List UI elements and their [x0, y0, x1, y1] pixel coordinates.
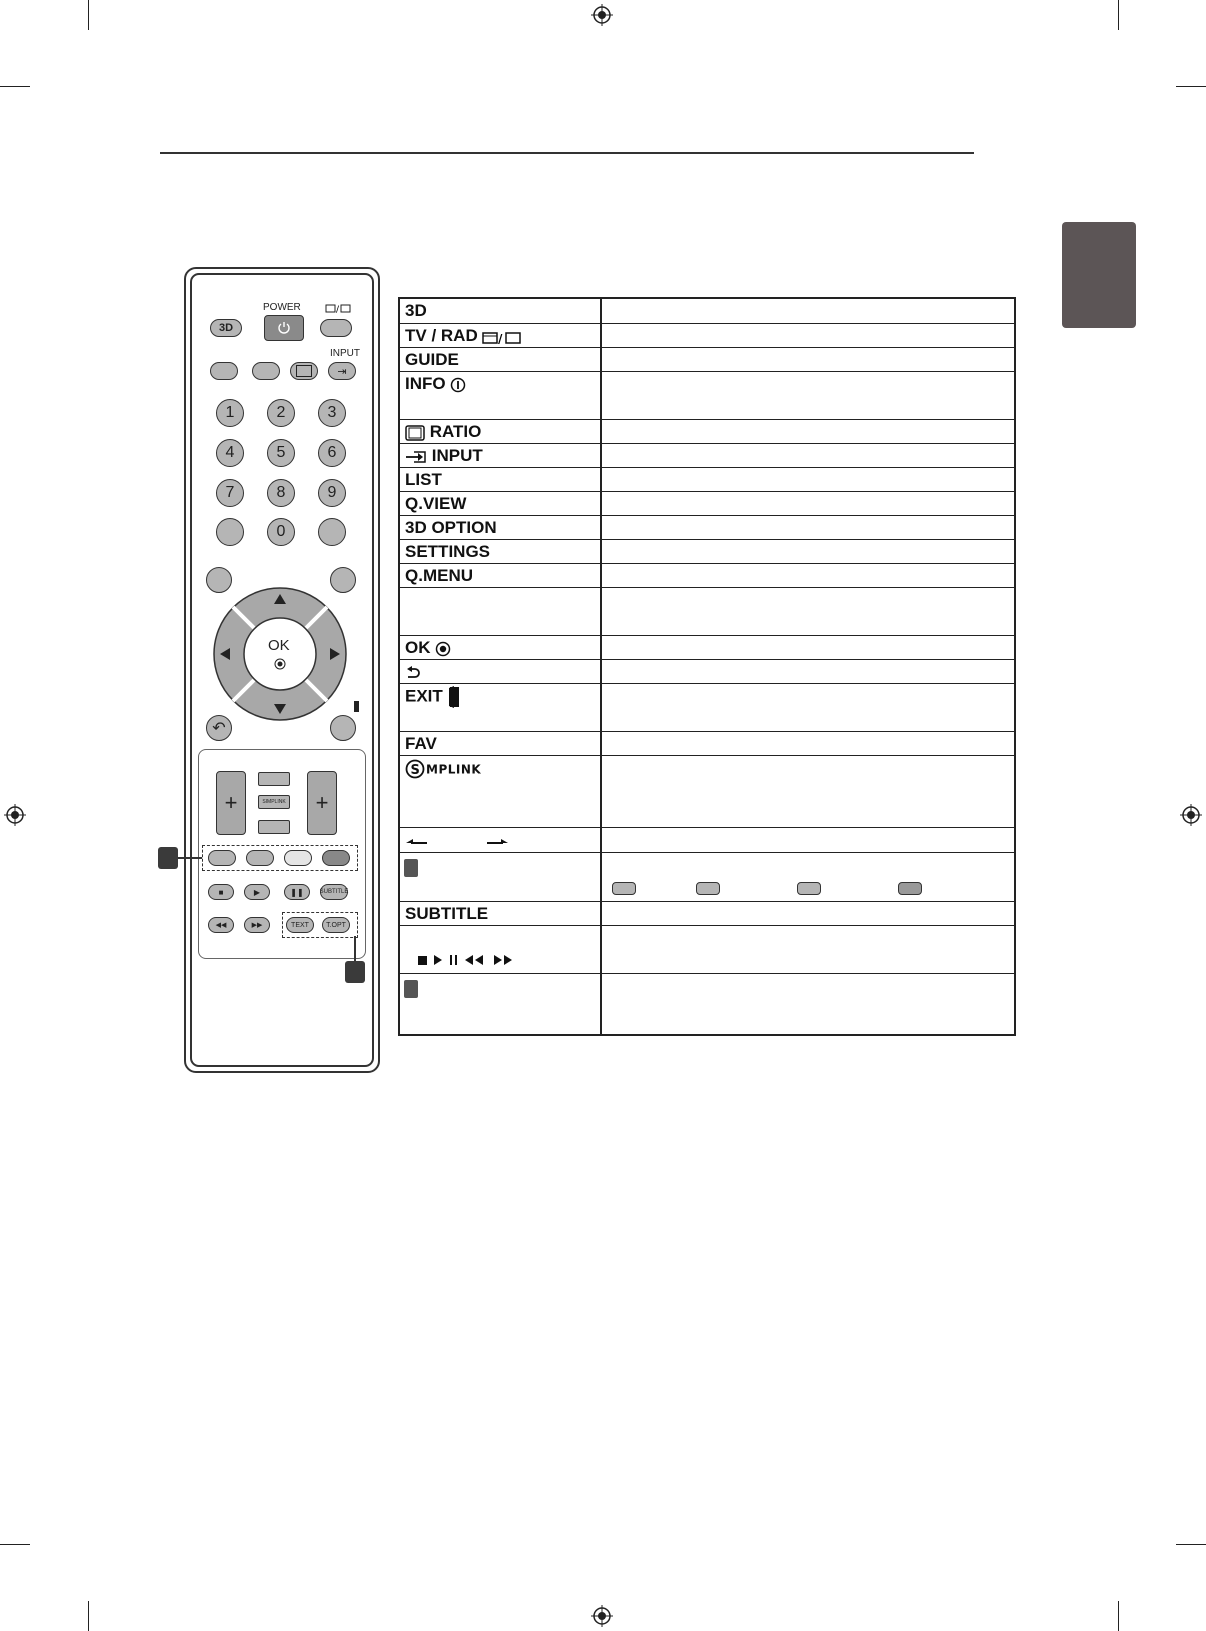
green-key[interactable]: [246, 850, 274, 866]
input-icon: [405, 450, 427, 464]
row-tv-rad-key: TV / RAD /: [405, 326, 522, 346]
exit-icon: [448, 686, 460, 708]
row-input-key: INPUT: [405, 446, 483, 466]
yellow-key[interactable]: [284, 850, 312, 866]
red-key-icon: [612, 882, 636, 895]
row-3d-key: 3D: [405, 301, 427, 320]
table-row: [400, 684, 1014, 732]
3d-button[interactable]: 3D: [210, 319, 242, 337]
registration-mark-icon: [591, 1605, 613, 1627]
row-fav-key: FAV: [405, 734, 437, 753]
crop-mark: [88, 1601, 89, 1631]
channel-rocker[interactable]: [307, 771, 337, 835]
callout-marker-1: [158, 847, 178, 869]
back-button[interactable]: [206, 715, 232, 741]
play-icon: ▶: [253, 887, 261, 897]
table-row: [400, 420, 1014, 444]
table-row: [400, 564, 1014, 588]
crop-mark: [1118, 0, 1119, 30]
number-key-7[interactable]: 7: [216, 479, 244, 507]
number-key-9[interactable]: 9: [318, 479, 346, 507]
row-info-key: INFO: [405, 374, 466, 394]
table-row: [400, 324, 1014, 348]
row-playback-key: [405, 948, 523, 968]
input-label: INPUT: [330, 348, 360, 359]
table-row: [400, 732, 1014, 756]
button-function-table: [398, 297, 1016, 1036]
pause-icon: ❚❚: [290, 887, 304, 897]
row-list-key: LIST: [405, 470, 442, 489]
back-icon: ↶: [212, 720, 226, 737]
row-settings-key: SETTINGS: [405, 542, 491, 561]
row-q-menu-key: Q.MENU: [405, 566, 473, 585]
blue-key[interactable]: [322, 850, 350, 866]
rewind-button[interactable]: [208, 917, 234, 933]
table-row: [400, 299, 1014, 324]
callout-line: [178, 857, 202, 859]
table-row: [400, 588, 1014, 636]
svg-text:/: /: [498, 331, 503, 344]
input-icon: ⇥: [337, 365, 347, 378]
row-page-key: [405, 830, 509, 850]
row-ok-key: OK: [405, 638, 451, 658]
table-row: [400, 540, 1014, 564]
row-simplink-key: [405, 758, 499, 779]
crop-mark: [88, 0, 89, 30]
number-key-2[interactable]: 2: [267, 399, 295, 427]
simplink-logo: [405, 759, 499, 779]
ratio-icon: [405, 425, 425, 441]
remote-control-illustration: [184, 267, 380, 1073]
ratio-button[interactable]: [290, 362, 318, 380]
number-key-4[interactable]: 4: [216, 439, 244, 467]
crop-mark: [0, 1544, 30, 1545]
registration-mark-icon: [4, 804, 26, 826]
registration-mark-icon: [591, 4, 613, 26]
svg-text:MPLINK: MPLINK: [426, 762, 482, 777]
table-row: [400, 636, 1014, 660]
table-row: [400, 828, 1014, 853]
ok-icon: [435, 641, 451, 657]
navigation-pad[interactable]: [210, 584, 350, 724]
callout-line: [354, 936, 356, 961]
power-label: POWER: [263, 302, 301, 313]
table-row: [400, 372, 1014, 420]
ok-label: OK: [268, 637, 290, 654]
svg-text:S: S: [410, 762, 420, 778]
fav-button[interactable]: [258, 772, 290, 786]
channel-plus-icon: +: [315, 790, 329, 815]
table-row: [400, 444, 1014, 468]
table-row: [400, 926, 1014, 974]
table-row: [400, 516, 1014, 540]
input-button[interactable]: [328, 362, 356, 380]
t-opt-button[interactable]: T.OPT: [322, 917, 350, 933]
tv-radio-button[interactable]: [320, 319, 352, 337]
ratio-icon: [296, 365, 312, 377]
mute-button[interactable]: [258, 820, 290, 834]
table-row: [400, 756, 1014, 828]
callout-marker-2: [345, 961, 365, 983]
table-row: [400, 974, 1014, 1034]
list-button[interactable]: [216, 518, 244, 546]
table-row: [400, 853, 1014, 902]
volume-rocker[interactable]: [216, 771, 246, 835]
volume-plus-icon: +: [224, 790, 238, 815]
playback-controls-icon: [405, 952, 523, 966]
table-row: [400, 492, 1014, 516]
info-button[interactable]: [252, 362, 280, 380]
yellow-key-icon: [797, 882, 821, 895]
guide-button[interactable]: [210, 362, 238, 380]
chapter-tab: [1062, 222, 1136, 328]
number-key-6[interactable]: 6: [318, 439, 346, 467]
info-icon: [450, 377, 466, 393]
stop-icon: ■: [218, 887, 224, 897]
fast-forward-button[interactable]: [244, 917, 270, 933]
exit-button[interactable]: [330, 715, 356, 741]
simplink-button[interactable]: SIMPLINK: [258, 795, 290, 809]
page-arrows-icon: [405, 835, 509, 847]
registration-mark-icon: [1180, 804, 1202, 826]
power-button[interactable]: [264, 315, 304, 341]
row-q-view-key: Q.VIEW: [405, 494, 467, 513]
power-icon: [277, 321, 291, 335]
number-key-1[interactable]: 1: [216, 399, 244, 427]
tv-radio-icon: [325, 303, 351, 313]
svg-text:/: /: [336, 305, 340, 313]
color-keys-marker: [404, 859, 418, 877]
q-view-button[interactable]: [318, 518, 346, 546]
text-button[interactable]: TEXT: [286, 917, 314, 933]
crop-mark: [0, 86, 30, 87]
number-key-5[interactable]: 5: [267, 439, 295, 467]
header-rule: [160, 152, 974, 154]
row-subtitle-key: SUBTITLE: [405, 904, 489, 923]
table-row: [400, 348, 1014, 372]
crop-mark: [1176, 86, 1206, 87]
table-row: [400, 902, 1014, 926]
exit-icon: [354, 701, 359, 712]
table-row: [400, 468, 1014, 492]
crop-mark: [1176, 1544, 1206, 1545]
teletext-keys-marker: [404, 980, 418, 998]
back-icon: [405, 666, 421, 680]
pause-button[interactable]: [284, 884, 310, 900]
rewind-icon: ◀◀: [215, 922, 227, 929]
number-key-0[interactable]: 0: [267, 518, 295, 546]
number-key-8[interactable]: 8: [267, 479, 295, 507]
subtitle-button[interactable]: SUBTITLE: [320, 884, 348, 900]
number-key-3[interactable]: 3: [318, 399, 346, 427]
3d-icon: [402, 301, 403, 302]
row-exit-key: EXIT: [405, 686, 460, 708]
play-button[interactable]: [244, 884, 270, 900]
row-back-key: [405, 662, 421, 682]
table-row: [400, 660, 1014, 684]
blue-key-icon: [898, 882, 922, 895]
row-ratio-key: RATIO: [405, 422, 481, 442]
fast-forward-icon: ▶▶: [251, 922, 263, 929]
crop-mark: [1118, 1601, 1119, 1631]
tv-radio-icon: [482, 330, 522, 344]
stop-button[interactable]: [208, 884, 234, 900]
row-guide-key: GUIDE: [405, 350, 459, 369]
row-3d-option-key: 3D OPTION: [405, 518, 497, 537]
red-key[interactable]: [208, 850, 236, 866]
green-key-icon: [696, 882, 720, 895]
